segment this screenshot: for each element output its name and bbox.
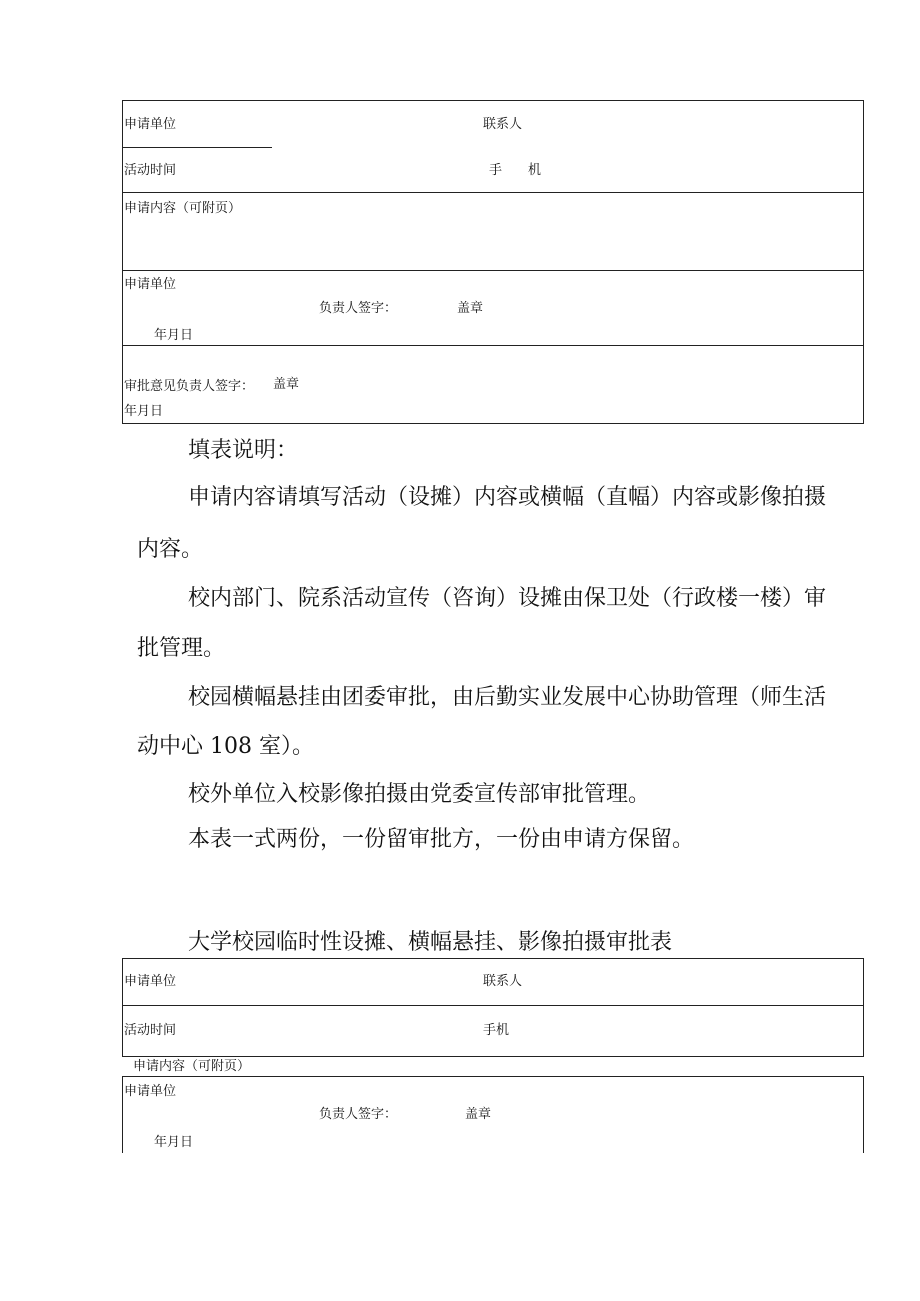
- unit-label: 申请单位: [124, 1084, 177, 1099]
- seal-label: 盖章: [465, 1107, 492, 1122]
- form2-divider: [122, 1076, 864, 1077]
- phone-label: 手机: [483, 1023, 510, 1038]
- form1-divider: [122, 192, 864, 193]
- note-line: 本表一式两份，一份留审批方，一份由申请方保留。: [188, 827, 695, 852]
- signature-label: 负责人签字：: [319, 1107, 398, 1122]
- seal-label: 盖章: [457, 301, 484, 316]
- note-line: 校内部门、院系活动宣传（咨询）设摊由保卫处（行政楼一楼）审: [188, 586, 827, 611]
- applicant-unit-label: 申请单位: [124, 117, 177, 132]
- approval-seal-label: 盖章: [273, 377, 300, 392]
- signature-label: 负责人签字：: [319, 301, 398, 316]
- activity-time-label: 活动时间: [124, 163, 177, 178]
- approval-label: 审批意见负责人签字：: [124, 379, 255, 394]
- note-line: 动中心 108 室）。: [137, 734, 314, 759]
- form2-title: 大学校园临时性设摊、横幅悬挂、影像拍摄审批表: [188, 930, 673, 955]
- note-line: 校园横幅悬挂由团委审批，由后勤实业发展中心协助管理（师生活: [188, 685, 827, 710]
- unit-label: 申请单位: [124, 277, 177, 292]
- date-label: 年月日: [154, 1135, 194, 1150]
- form1-divider: [122, 345, 864, 346]
- form1-table: [122, 100, 864, 424]
- form2-border-left: [122, 1076, 123, 1153]
- form2-border-right: [863, 1076, 864, 1153]
- note-line: 申请内容请填写活动（设摊）内容或横幅（直幅）内容或影像拍摄: [188, 485, 827, 510]
- activity-time-label: 活动时间: [124, 1023, 177, 1038]
- phone-label: 手 机: [489, 163, 542, 178]
- contact-label: 联系人: [483, 974, 523, 989]
- notes-heading: 填表说明：: [188, 438, 299, 463]
- content-label: 申请内容（可附页）: [124, 201, 242, 216]
- approval-date-label: 年月日: [124, 404, 164, 419]
- note-line: 校外单位入校影像拍摄由党委宣传部审批管理。: [188, 782, 651, 807]
- date-label: 年月日: [154, 328, 194, 343]
- unit-underline: [122, 147, 272, 148]
- applicant-unit-label: 申请单位: [124, 974, 177, 989]
- note-line: 内容。: [137, 537, 204, 562]
- content-label: 申请内容（可附页）: [133, 1059, 251, 1074]
- form1-divider: [122, 270, 864, 271]
- contact-label: 联系人: [483, 117, 523, 132]
- form2-table: [122, 958, 864, 1057]
- form2-divider: [122, 1005, 864, 1006]
- note-line: 批管理。: [137, 636, 226, 661]
